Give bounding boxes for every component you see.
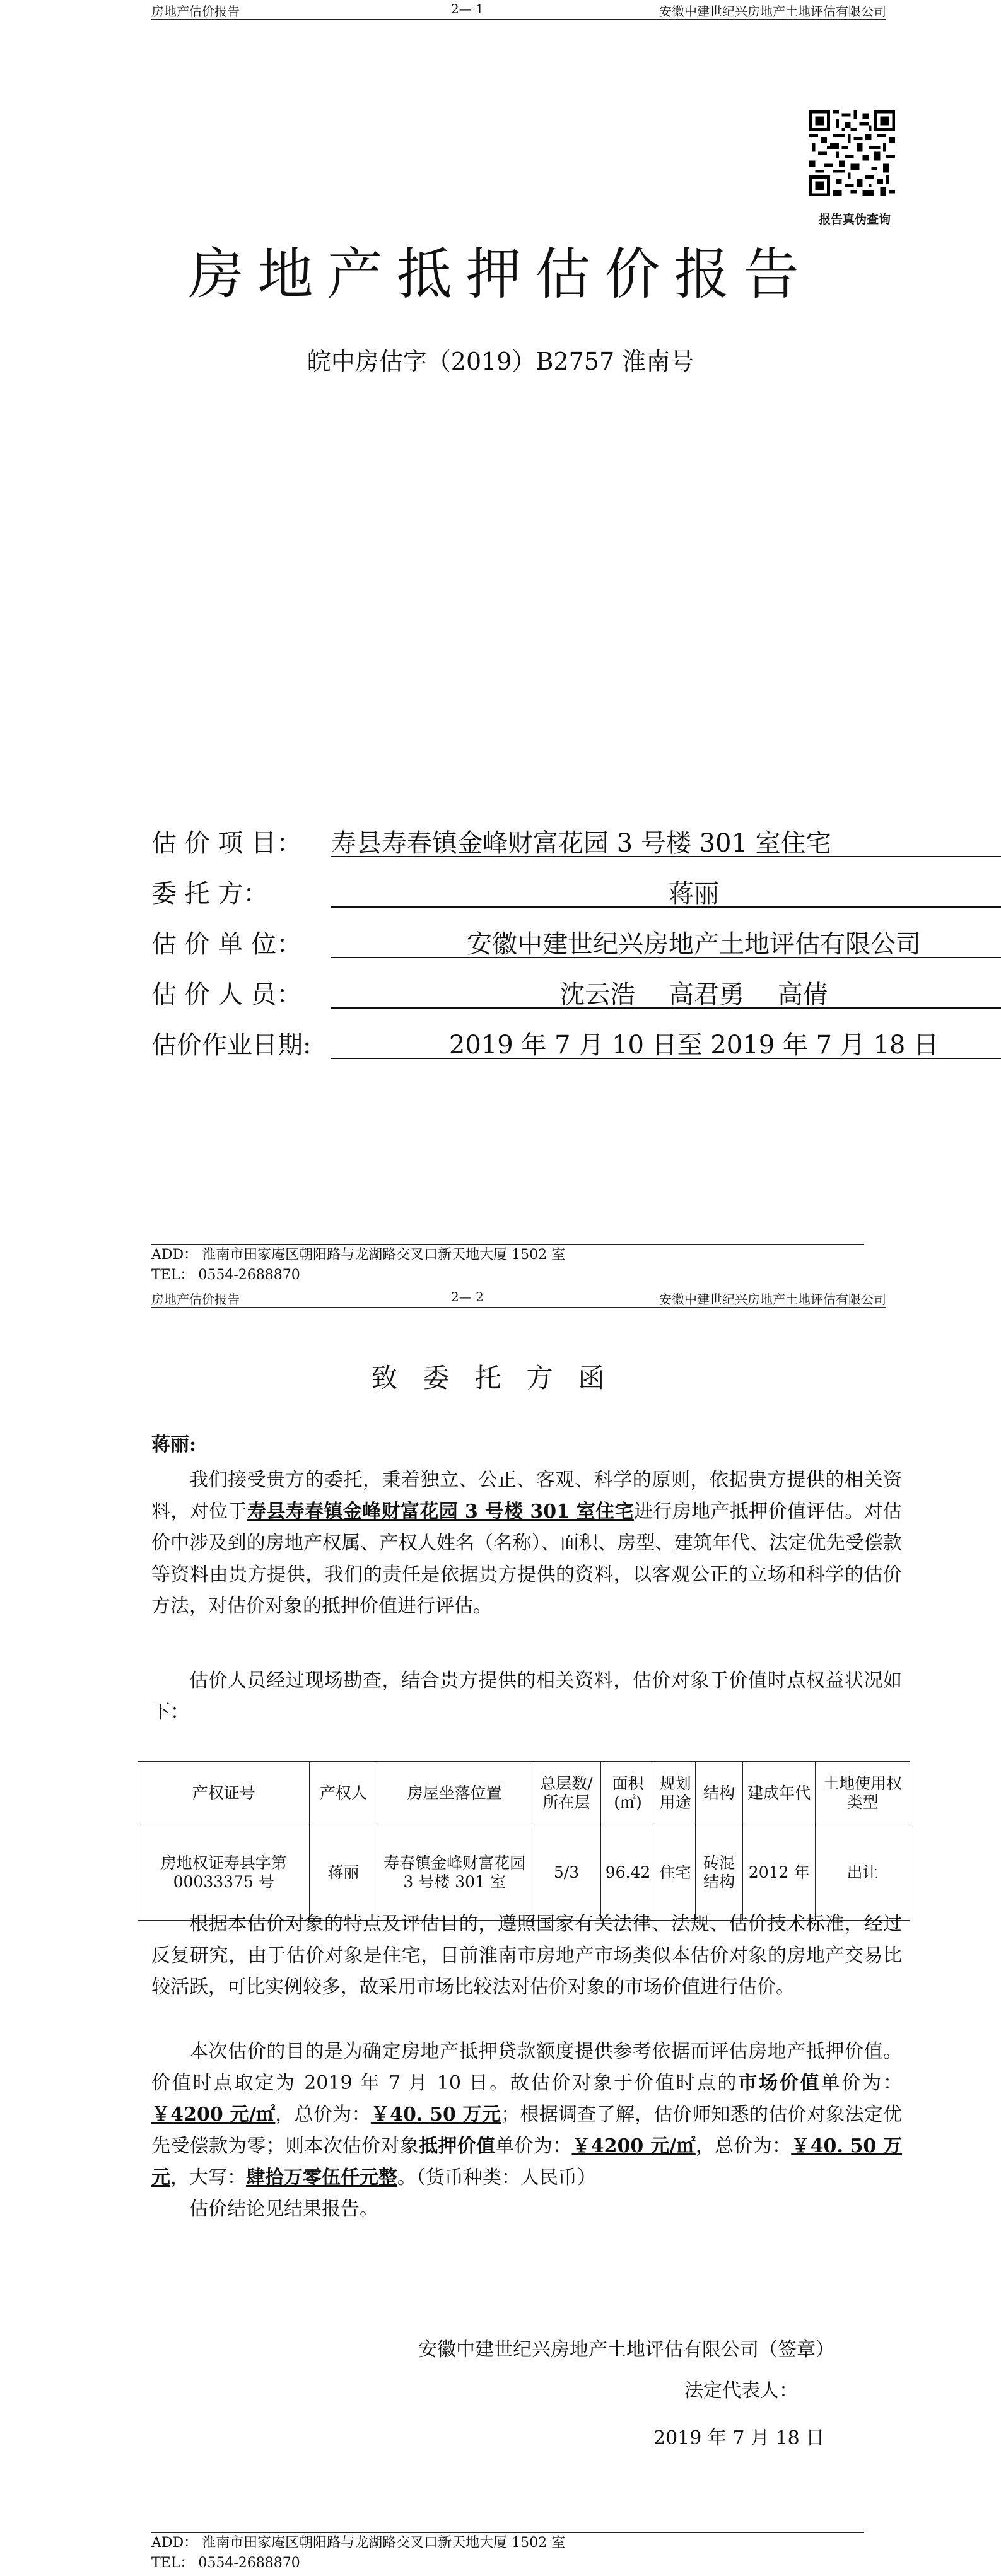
market-value-label: 市场价值 bbox=[738, 2072, 821, 2094]
header-company: 安徽中建世纪兴房地产土地评估有限公司 bbox=[659, 4, 886, 19]
property-table bbox=[138, 1761, 910, 1921]
col-header: 建成年代 bbox=[742, 1762, 815, 1825]
amount-in-words: 肆拾万零伍仟元整 bbox=[246, 2167, 397, 2189]
info-value-client: 蒋丽 bbox=[331, 874, 1001, 908]
info-label: 估 价 项 目： bbox=[151, 829, 302, 858]
mortgage-unit-price: ￥4200 元/㎡ bbox=[571, 2135, 696, 2157]
signature-legal-rep: 法定代表人： bbox=[684, 2380, 798, 2402]
page-header bbox=[151, 1288, 886, 1308]
cell-floors: 5/3 bbox=[532, 1825, 601, 1921]
cell-location: 寿春镇金峰财富花园 3 号楼 301 室 bbox=[377, 1825, 532, 1921]
col-header: 产权证号 bbox=[138, 1762, 310, 1825]
p4-text: ，大写： bbox=[170, 2167, 246, 2189]
p2-text: 估价人员经过现场勘查，结合贵方提供的相关资料，估价对象于价值时点权益状况如下： bbox=[151, 1670, 902, 1723]
header-left: 房地产估价报告 bbox=[151, 4, 240, 19]
mortgage-total-price: ￥40. 50 万元 bbox=[151, 2135, 903, 2189]
p1-text-a: 我们接受贵方的委托，秉着独立、公正、客观、科学的原则，依据贵方提供的相关资料，对位于 bbox=[151, 1469, 902, 1523]
appraiser-name: 高君勇 bbox=[669, 980, 744, 1009]
info-value-appraisers bbox=[331, 975, 1001, 1009]
footer-phone: TEL： 0554-2688870 bbox=[151, 1267, 300, 1283]
market-unit-price: ￥4200 元/㎡ bbox=[151, 2104, 276, 2126]
page-header bbox=[151, 0, 886, 20]
header-left: 房地产估价报告 bbox=[151, 1292, 240, 1307]
col-header: 土地使用权类型 bbox=[816, 1762, 910, 1825]
footer-address: ADD： 淮南市田家庵区朝阳路与龙湖路交叉口新天地大厦 1502 室 bbox=[151, 2535, 566, 2551]
table-header-row bbox=[138, 1762, 910, 1825]
p4-text: ，总价为： bbox=[275, 2104, 371, 2126]
page-footer bbox=[151, 1244, 864, 1285]
p4-text: 本次估价的目的是为确定房地产抵押贷款额度提供参考依据而评估房地产抵押价值。价值时点取定为 2019 年 7 月 10 日。故估价对象于价值时点的 bbox=[151, 2040, 902, 2094]
cell-build-year: 2012 年 bbox=[742, 1825, 815, 1921]
p3-text: 根据本估价对象的特点及评估目的，遵照国家有关法律、法规、估价技术标准，经过反复研究，由于估价对象是住宅，目前淮南市房地产市场类似本估价对象的房地产交易比较活跃，可比实例较多，故采用市场比较法对估价对象的市场价值进行估价。 bbox=[151, 1913, 902, 1998]
market-total-price: ￥40. 50 万元 bbox=[370, 2104, 501, 2126]
report-title: 房地产抵押估价报告 bbox=[188, 242, 813, 307]
info-label: 估 价 人 员： bbox=[151, 980, 302, 1009]
qr-code-icon[interactable] bbox=[809, 110, 895, 196]
p4-text: 单价为： bbox=[495, 2135, 572, 2157]
p1-text-c: 进行房地产抵押价值评估。对估价中涉及到的房地产权属、产权人姓名（名称）、面积、房型、建筑年代、法定优先受偿款等资料由贵方提供，我们的责任是依据贵方提供的资料，以客观公正的立场和科学的估价方法，对估价对象的抵押价值进行评估。 bbox=[151, 1501, 903, 1617]
col-header: 产权人 bbox=[310, 1762, 377, 1825]
mortgage-value-label: 抵押价值 bbox=[419, 2135, 496, 2157]
p4-text: ；根据调查了解，估价师知悉的估价对象法定优先受偿款为零；则本次估价对象 bbox=[151, 2104, 902, 2157]
info-value-dates: 2019 年 7 月 10 日至 2019 年 7 月 18 日 bbox=[331, 1025, 1001, 1059]
info-label: 估价作业日期: bbox=[151, 1031, 312, 1060]
cell-owner: 蒋丽 bbox=[310, 1825, 377, 1921]
cell-certificate: 房地权证寿县字第 00033375 号 bbox=[138, 1825, 310, 1921]
p1-property-address: 寿县寿春镇金峰财富花园 3 号楼 301 室住宅 bbox=[247, 1501, 634, 1523]
info-label: 估 价 单 位： bbox=[151, 930, 302, 959]
letter-paragraph-3 bbox=[151, 1909, 902, 2003]
cell-structure: 砖混结构 bbox=[696, 1825, 743, 1921]
info-value-project: 寿县寿春镇金峰财富花园 3 号楼 301 室住宅 bbox=[331, 823, 1001, 857]
letter-paragraph-1 bbox=[151, 1465, 902, 1622]
signature-company: 安徽中建世纪兴房地产土地评估有限公司（签章） bbox=[418, 2339, 834, 2361]
p4-text: 。（货币种类：人民币） bbox=[397, 2167, 596, 2189]
letter-paragraph-2 bbox=[151, 1665, 902, 1728]
col-header: 房屋坐落位置 bbox=[377, 1762, 532, 1825]
footer-phone: TEL： 0554-2688870 bbox=[151, 2555, 300, 2571]
info-value-company: 安徽中建世纪兴房地产土地评估有限公司 bbox=[331, 924, 1001, 958]
info-label: 委 托 方： bbox=[151, 879, 269, 908]
letter-title: 致委托方函 bbox=[371, 1362, 630, 1393]
p4-text: ，总价为： bbox=[695, 2135, 792, 2157]
cell-land-type: 出让 bbox=[816, 1825, 910, 1921]
signature-date: 2019 年 7 月 18 日 bbox=[653, 2427, 825, 2449]
col-header: 规划用途 bbox=[655, 1762, 696, 1825]
p5-text: 估价结论见结果报告。 bbox=[189, 2198, 378, 2220]
header-company: 安徽中建世纪兴房地产土地评估有限公司 bbox=[659, 1292, 886, 1307]
appraiser-name: 沈云浩 bbox=[559, 980, 636, 1009]
page-footer bbox=[151, 2532, 864, 2573]
table-row bbox=[138, 1825, 910, 1921]
document-number: 皖中房估字（2019）B2757 淮南号 bbox=[307, 348, 694, 375]
col-header: 结构 bbox=[696, 1762, 743, 1825]
letter-paragraph-5 bbox=[151, 2194, 902, 2225]
qr-caption: 报告真伪查询 bbox=[818, 213, 891, 226]
header-page-number: 2— 1 bbox=[451, 1, 484, 16]
header-page-number: 2— 2 bbox=[451, 1289, 484, 1304]
p4-text: 单价为： bbox=[821, 2072, 903, 2094]
appraiser-name: 高倩 bbox=[777, 980, 828, 1009]
col-header: 面积(㎡) bbox=[601, 1762, 655, 1825]
col-header: 总层数/所在层 bbox=[532, 1762, 601, 1825]
letter-paragraph-4 bbox=[151, 2036, 902, 2194]
cell-usage: 住宅 bbox=[655, 1825, 696, 1921]
cell-area: 96.42 bbox=[601, 1825, 655, 1921]
letter-addressee: 蒋丽: bbox=[151, 1434, 197, 1456]
footer-address: ADD： 淮南市田家庵区朝阳路与龙湖路交叉口新天地大厦 1502 室 bbox=[151, 1247, 566, 1263]
